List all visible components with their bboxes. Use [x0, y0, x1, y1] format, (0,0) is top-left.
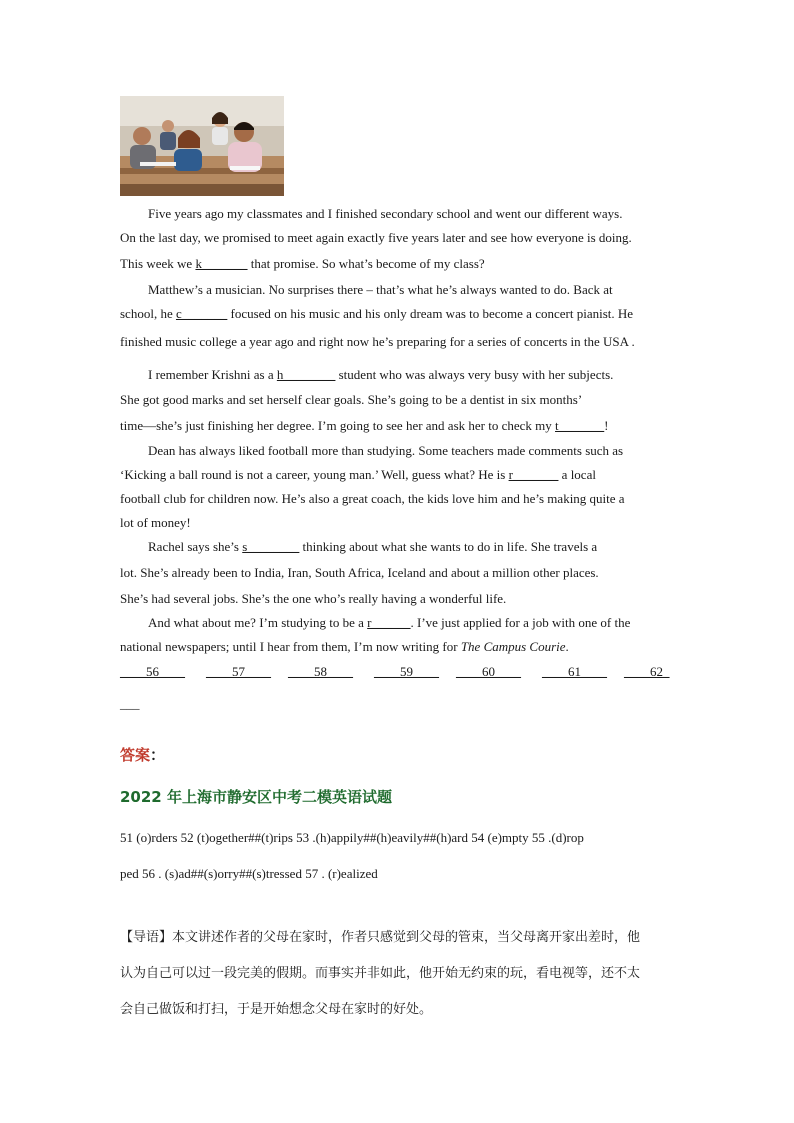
passage-line — [120, 256, 485, 272]
passage-text: And what about me? I’m studying to be a — [148, 615, 368, 630]
passage-text: Five years ago my classmates and I finished secondary school and went our different ways. — [148, 206, 623, 221]
passage-text: finished music college a year ago and right now he’s preparing for a series of concerts in the USA . — [120, 334, 635, 349]
guide-line-2: 认为自己可以过一段完美的假期。而事实并非如此，他开始无约束的玩，看电视等，还不太 — [120, 966, 641, 981]
passage-line — [120, 282, 613, 298]
passage-line — [120, 230, 632, 246]
passage-text: Dean has always liked football more than studying. Some teachers made comments such as — [148, 443, 624, 458]
fill-in-blank: r_______ — [508, 467, 559, 482]
exam-title: 2022 年上海市静安区中考二模英语试题 — [120, 788, 392, 806]
passage-text: national newspapers; until I hear from them, I’m now writing for — [120, 639, 461, 654]
answer-heading — [120, 744, 165, 765]
classroom-illustration — [120, 96, 284, 196]
fill-in-blank: h________ — [276, 367, 336, 382]
answer-blank-tail: ___ — [120, 696, 140, 711]
passage-text: She’s had several jobs. She’s the one who’s really having a wonderful life. — [120, 591, 507, 606]
numbered-blank: ____60____ — [456, 664, 521, 679]
passage-line — [120, 443, 623, 459]
fill-in-blank: k_______ — [195, 256, 248, 271]
passage-text: . — [565, 639, 569, 654]
numbered-blank: ____61____ — [542, 664, 607, 679]
guide-line-3: 会自己做饭和打扫，于是开始想念父母在家时的好处。 — [120, 1002, 433, 1017]
passage-text: ‘Kicking a ball round is not a career, young man.’ Well, guess what? He is — [120, 467, 509, 482]
passage-line — [120, 591, 506, 607]
passage-text: lot of money! — [120, 515, 191, 530]
numbered-blank: ____56____ — [120, 664, 185, 679]
passage-text: ! — [604, 418, 609, 433]
numbered-blank: ____57____ — [206, 664, 271, 679]
passage-line — [120, 491, 625, 507]
passage-line — [120, 467, 596, 483]
passage-text: I remember Krishni as a — [148, 367, 277, 382]
passage-text: Matthew’s a musician. No surprises there – that’s what he’s always wanted to do. Back at — [148, 282, 613, 297]
passage-line — [120, 334, 635, 350]
passage-text: that promise. So what’s become of my class? — [247, 256, 485, 271]
passage-text: Rachel says she’s — [148, 539, 243, 554]
fill-in-blank: c_______ — [175, 306, 228, 321]
passage-text: student who was always very busy with her subjects. — [335, 367, 614, 382]
passage-text: time—she’s just finishing her degree. I’m going to see her and ask her to check my — [120, 418, 556, 433]
passage-text: On the last day, we promised to meet again exactly five years later and see how everyone is doing. — [120, 230, 632, 245]
passage-line — [120, 639, 569, 655]
answer-key-line-1: 51 (o)rders 52 (t)ogether##(t)rips 53 .(h)appily##(h)eavily##(h)ard 54 (e)mpty 55 .(d)rop — [120, 830, 584, 845]
answer-key-line-2: ped 56 . (s)ad##(s)orry##(s)tressed 57 . (r)ealized — [120, 866, 378, 881]
numbered-blank: ____58____ — [288, 664, 353, 679]
passage-text: . I’ve just applied for a job with one of the — [410, 615, 631, 630]
numbered-blank: ____59____ — [374, 664, 439, 679]
guide-line-1: 【导语】本文讲述作者的父母在家时，作者只感觉到父母的管束，当父母离开家出差时，他 — [120, 930, 641, 945]
newspaper-name: The Campus Courie — [460, 639, 566, 654]
passage-text: thinking about what she wants to do in life. She travels a — [299, 539, 598, 554]
passage-text: This week we — [120, 256, 196, 271]
passage-line — [120, 206, 623, 222]
passage-line — [120, 392, 582, 408]
passage-text: school, he — [120, 306, 176, 321]
fill-in-blank: r______ — [367, 615, 411, 630]
passage-text: a local — [558, 467, 596, 482]
passage-text: football club for children now. He’s also a great coach, the kids love him and he’s making quite a — [120, 491, 625, 506]
passage-line — [120, 306, 633, 322]
passage-line — [120, 539, 597, 555]
passage-line — [120, 515, 191, 531]
passage-line — [120, 615, 630, 631]
passage-line — [120, 565, 599, 581]
fill-in-blank: s________ — [242, 539, 300, 554]
answer-heading-colon: ： — [150, 746, 166, 764]
passage-text: focused on his music and his only dream was to become a concert pianist. He — [227, 306, 634, 321]
numbered-blank: ____62_ — [624, 664, 670, 679]
classroom-photo — [120, 96, 284, 196]
passage-text: lot. She’s already been to India, Iran, South Africa, Iceland and about a million other places. — [120, 565, 599, 580]
fill-in-blank: t_______ — [555, 418, 605, 433]
answer-heading-label: 答案 — [120, 746, 151, 764]
passage-text: She got good marks and set herself clear goals. She’s going to be a dentist in six months’ — [120, 392, 583, 407]
passage-line — [120, 418, 609, 434]
passage-line — [120, 367, 613, 383]
